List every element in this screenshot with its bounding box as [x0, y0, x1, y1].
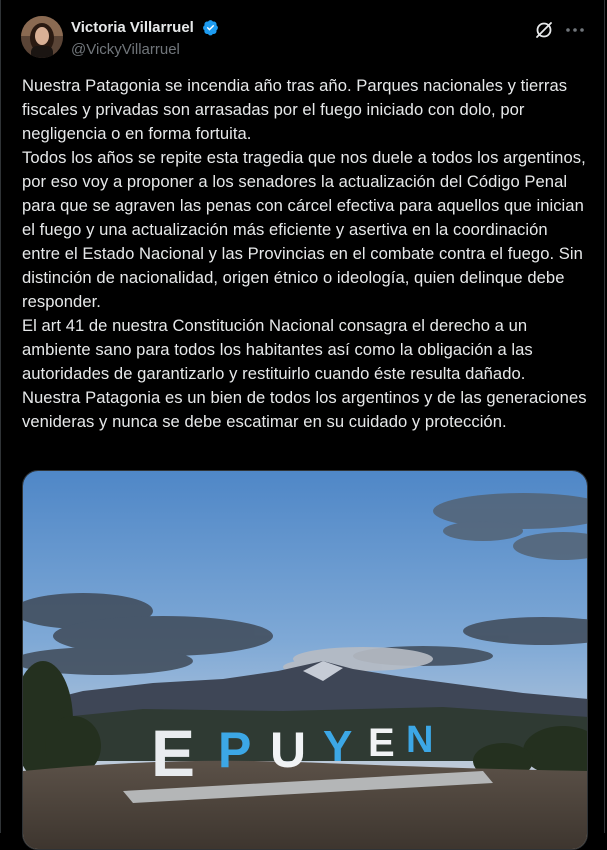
epuyen-sign-photo — [23, 471, 588, 850]
sign-letter-e1: E — [151, 716, 196, 790]
tweet-header — [21, 16, 588, 62]
more-dots-icon — [564, 20, 586, 40]
avatar[interactable] — [21, 16, 63, 58]
sign-letter-n: N — [406, 719, 434, 761]
author-names — [71, 19, 219, 58]
tweet-photo[interactable] — [22, 470, 588, 850]
verified-badge-icon — [202, 19, 219, 36]
grok-icon — [534, 20, 554, 40]
sign-letter-y: Y — [323, 722, 353, 771]
tweet-text: Nuestra Patagonia se incendia año tras año. Parques nacionales y tierras fiscales y privadas son arrasadas por el fuego iniciado con dolo, por negligencia o en forma fortuita. Todos los años se repite esta tragedia que nos duele a todos los argentinos, por eso voy a proponer a los senadores la actualización del Código Penal para que se agraven las penas con cárcel efectiva para aquellos que inician el fuego y una actualización más eficiente y asertiva en la coordinación entre el Estado Nacional y las Provincias en el combate contra el fuego. Sin distinción de nacionalidad, origen étnico o ideología, quien delinque debe responder. El art 41 de nuestra Constitución Nacional consagra el derecho a un ambiente sano para todos los habitantes así como la obligación a las autoridades de garantizarlo y restituirlo cuando éste resulta dañado. Nuestra Patagonia es un bien de todos los argentinos y de las generaciones venideras y nunca se debe escatimar en su cuidado y protección. — [22, 76, 587, 431]
grok-button[interactable] — [534, 20, 554, 40]
sign-letter-u: U — [270, 722, 307, 778]
display-name[interactable]: Victoria Villarruel — [71, 19, 194, 37]
handle[interactable]: @VickyVillarruel — [71, 41, 180, 58]
profile-photo-icon — [21, 16, 63, 58]
sign-letter-e2: E — [368, 721, 395, 765]
more-button[interactable] — [564, 20, 586, 40]
sign-letter-p: P — [218, 722, 252, 778]
